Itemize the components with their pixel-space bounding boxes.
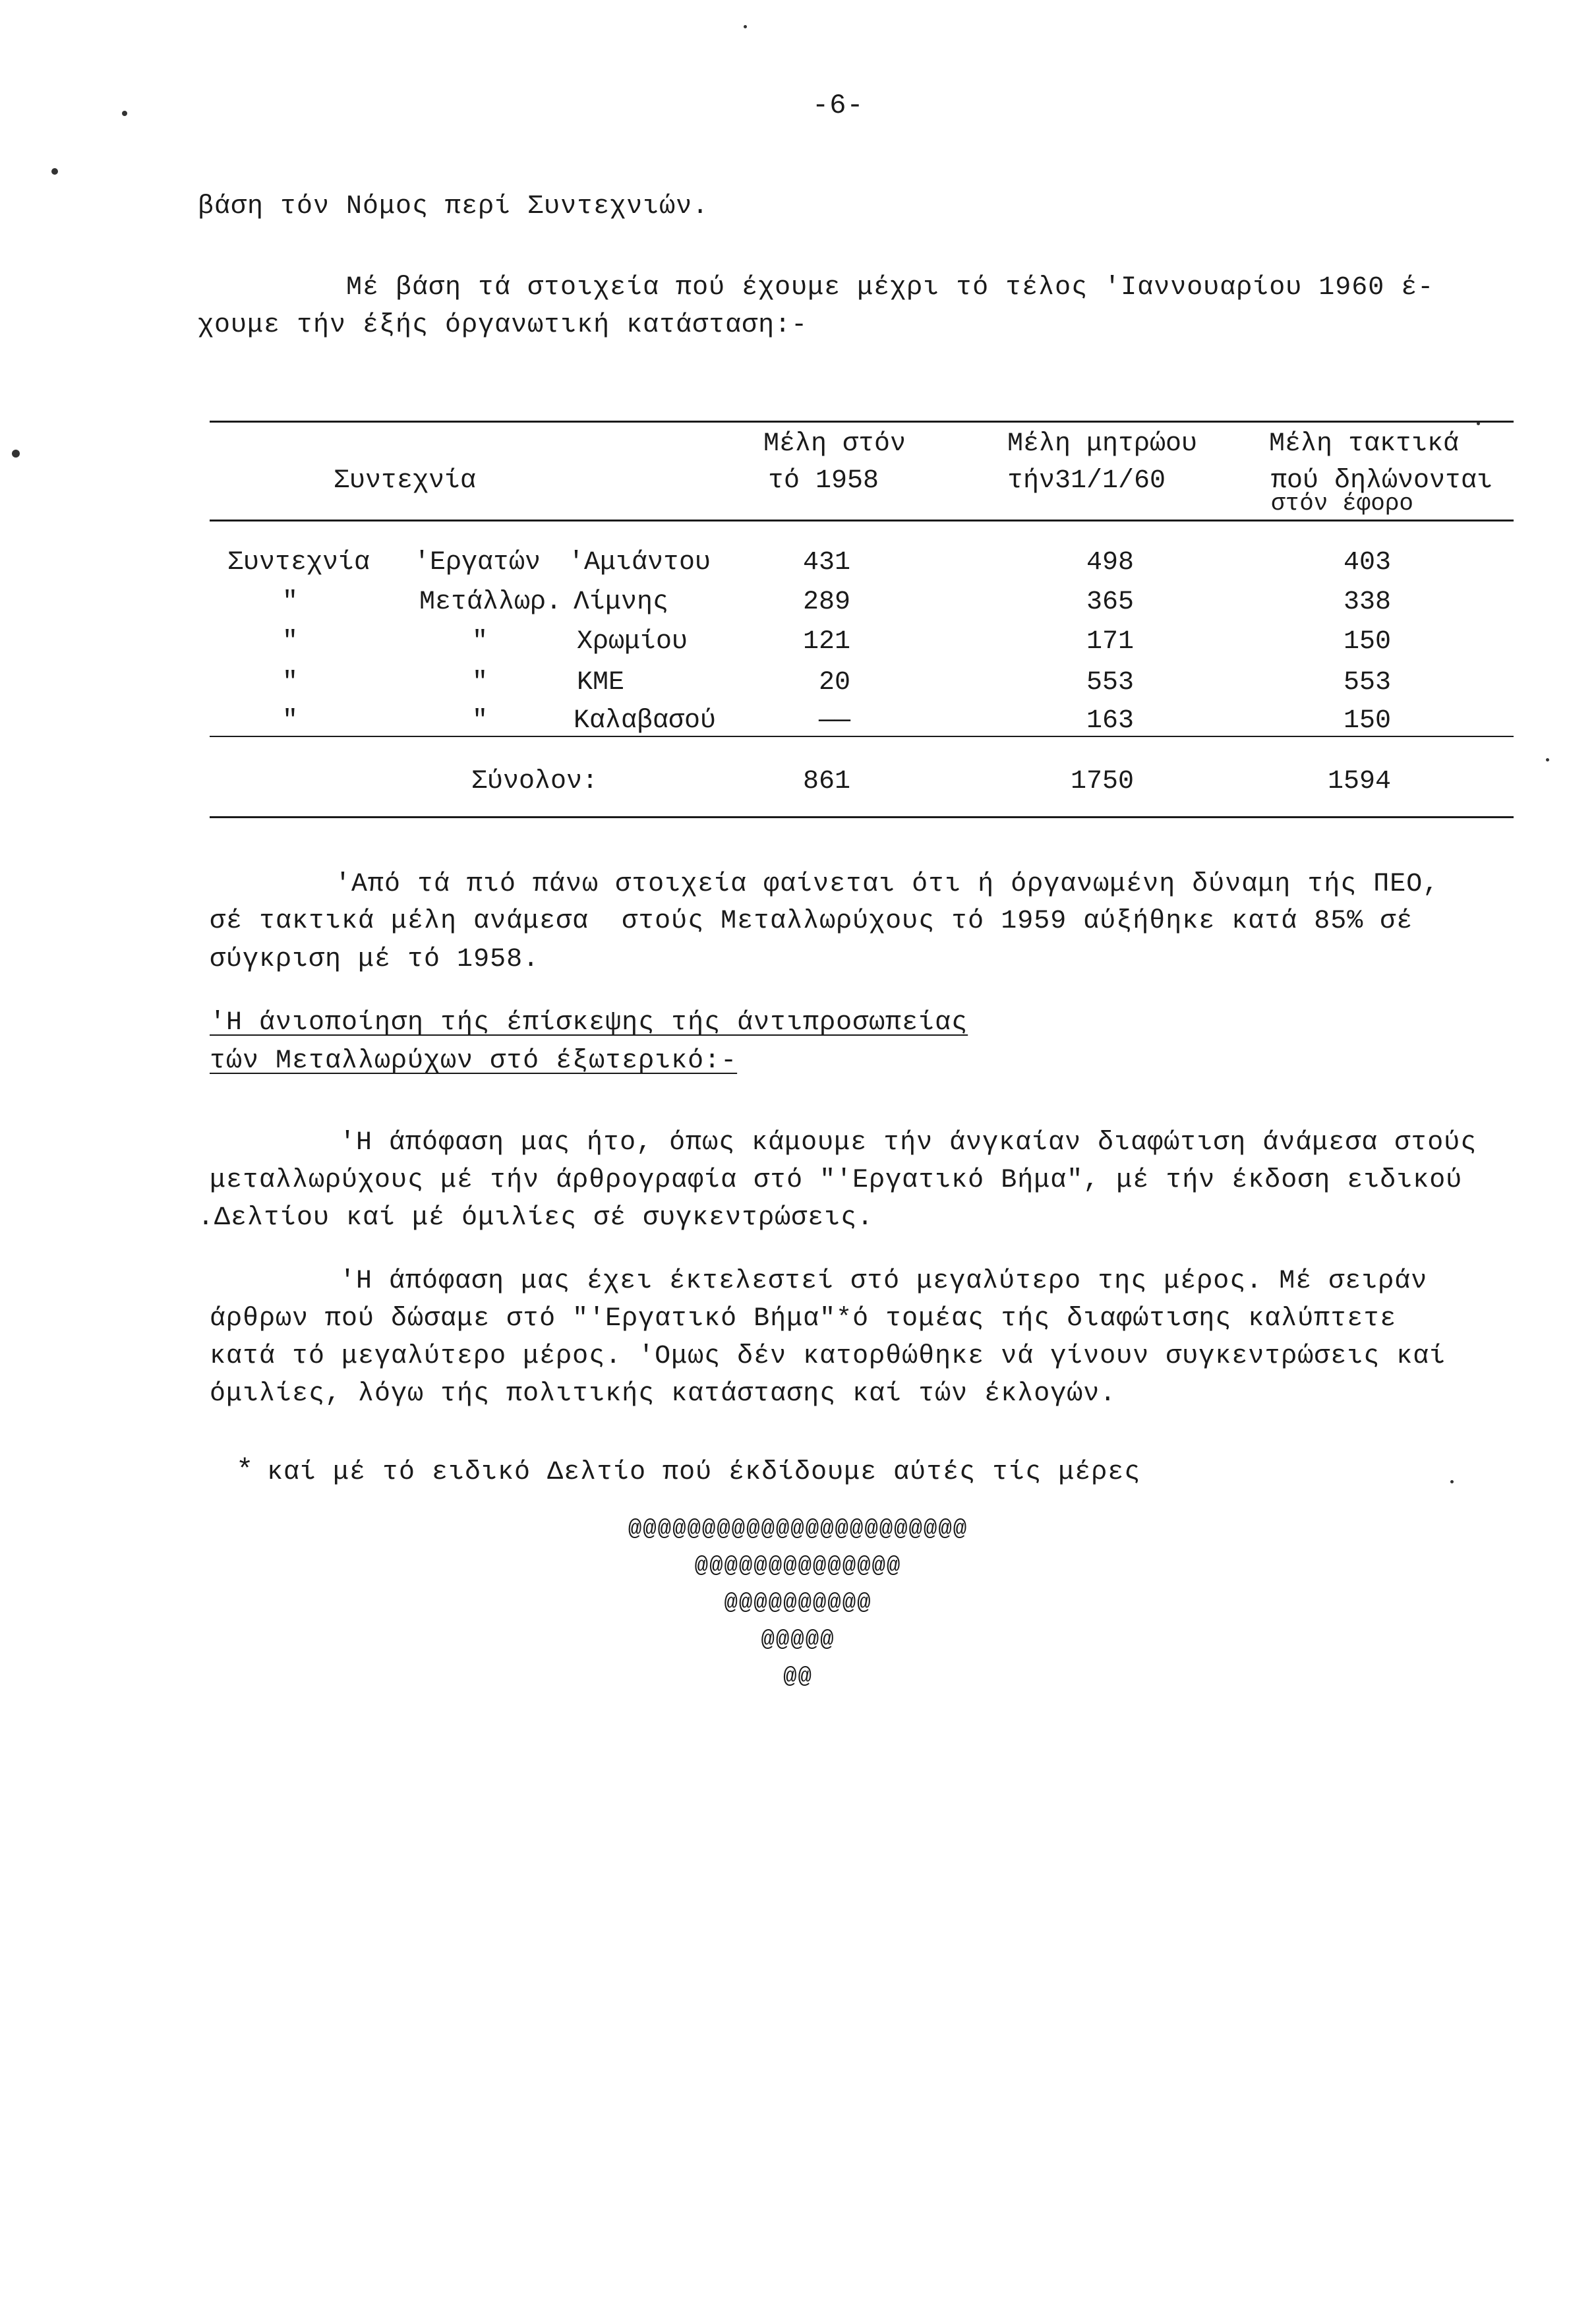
total-value: 1594 [1327, 767, 1391, 796]
footnote-text: καί μέ τό ειδικό Δελτίο πού έκδίδουμε αύτές τίς μέρες [267, 1458, 1141, 1487]
row-label: ΚΜΕ [577, 668, 625, 698]
row-value: 403 [1343, 548, 1391, 578]
row-value: 365 [1086, 587, 1134, 617]
row-label: " [282, 587, 299, 617]
row-label: " [282, 668, 299, 698]
section-heading-2: τών Μεταλλωρύχων στό έξωτερικό:- [210, 1046, 738, 1076]
row-label: 'Εργατών [414, 548, 541, 578]
row-value: 431 [802, 548, 850, 578]
scan-speck [12, 450, 20, 458]
header-members-1958: Μέλη στόν [763, 429, 906, 459]
row-value: —— [818, 706, 850, 736]
para1-line: χουμε τήν έξής όργανωτική κατάσταση:- [198, 311, 808, 340]
para2-line: σέ τακτικά μέλη ανάμεσα στούς Μεταλλωρύχους τό 1959 αύξήθηκε κατά 85% σέ [210, 907, 1413, 936]
row-value: 121 [802, 627, 850, 657]
page-number: -6- [812, 90, 864, 121]
para2-line: σύγκριση μέ τό 1958. [210, 945, 540, 974]
intro-line: βάση τόν Νόμος περί Συντεχνιών. [198, 192, 709, 222]
header-members-1958-2: τό 1958 [768, 466, 879, 496]
end-mark-line: @@@@@@@@@@ [724, 1591, 872, 1616]
end-mark-line: @@ [783, 1665, 813, 1690]
para3-line: .Δελτίου καί μέ όμιλίες σέ συγκεντρώσεις. [198, 1203, 874, 1233]
row-label: Συντεχνία [227, 548, 370, 578]
scan-speck [1546, 758, 1549, 761]
end-mark-line: @@@@@ [761, 1628, 835, 1653]
row-value: 150 [1343, 706, 1391, 736]
total-value: 861 [802, 767, 850, 796]
row-label: Λίμνης [574, 587, 669, 617]
table-header-rule [210, 520, 1514, 521]
scan-speck [51, 168, 58, 175]
para4-line: άρθρων πού δώσαμε στό "'Εργατικό Βήμα"*ό τομέας τής διαφώτισης καλύπτετε [210, 1304, 1397, 1334]
row-value: 171 [1086, 627, 1134, 657]
row-value: 150 [1343, 627, 1391, 657]
row-label: " [472, 627, 488, 657]
para4-line: 'Η άπόφαση μας έχει έκτελεστεί στό μεγαλύτερο της μέρος. Μέ σειράν [340, 1266, 1428, 1296]
scan-speck [1450, 1480, 1454, 1483]
para2-line: 'Από τά πιό πάνω στοιχεία φαίνεται ότι ή όργανωμένη δύναμη τής ΠΕΟ, [335, 870, 1440, 899]
section-heading: 'Η άνιοποίηση τής έπίσκεψης τής άντιπροσωπείας [210, 1008, 968, 1038]
row-value: 20 [818, 668, 850, 698]
para1-line: Μέ βάση τά στοιχεία πού έχουμε μέχρι τό τέλος 'Ιαννουαρίου 1960 έ- [346, 273, 1434, 303]
row-value: 163 [1086, 706, 1134, 736]
row-label: Καλαβασού [574, 706, 717, 736]
header-union: Συντεχνία [334, 466, 477, 496]
end-mark-line: @@@@@@@@@@@@@@ [694, 1554, 902, 1579]
row-value: 553 [1086, 668, 1134, 698]
row-label: " [282, 706, 299, 736]
table-bottom-rule [210, 816, 1514, 818]
footnote-asterisk: * [236, 1454, 254, 1487]
row-value: 289 [802, 587, 850, 617]
para4-line: κατά τό μεγαλύτερο μέρος. 'Ομως δέν κατορθώθηκε νά γίνουν συγκεντρώσεις καί [210, 1342, 1446, 1371]
row-label: Μετάλλωρ. [419, 587, 562, 617]
scan-speck [744, 25, 747, 28]
row-label: 'Αμιάντου [568, 548, 711, 578]
header-regular-2: πού δηλώνονται [1271, 466, 1493, 496]
header-registered: Μέλη μητρώου [1007, 429, 1198, 459]
row-label: " [472, 668, 488, 698]
table-total-rule [210, 736, 1514, 737]
row-label: " [472, 706, 488, 736]
row-value: 498 [1086, 548, 1134, 578]
header-regular-3: στόν έφορο [1271, 490, 1414, 517]
header-registered-2: τήν31/1/60 [1007, 466, 1166, 496]
para4-line: όμιλίες, λόγω τής πολιτικής κατάστασης καί τών έκλογών. [210, 1379, 1117, 1409]
total-value: 1750 [1070, 767, 1134, 796]
end-mark-line: @@@@@@@@@@@@@@@@@@@@@@@ [628, 1517, 968, 1542]
row-label: Χρωμίου [577, 627, 688, 657]
row-label: " [282, 627, 299, 657]
para3-line: 'Η άπόφαση μας ήτο, όπως κάμουμε τήν άνγκαίαν διαφώτιση άνάμεσα στούς [340, 1128, 1477, 1158]
header-regular: Μέλη τακτικά [1269, 429, 1460, 459]
scan-speck [122, 111, 127, 116]
row-value: 553 [1343, 668, 1391, 698]
row-value: 338 [1343, 587, 1391, 617]
para3-line: μεταλλωρύχους μέ τήν άρθρογραφία στό "'Εργατικό Βήμα", μέ τήν έκδοση ειδικού [210, 1166, 1463, 1195]
total-label: Σύνολον: [471, 767, 599, 796]
table-top-rule [210, 421, 1514, 423]
